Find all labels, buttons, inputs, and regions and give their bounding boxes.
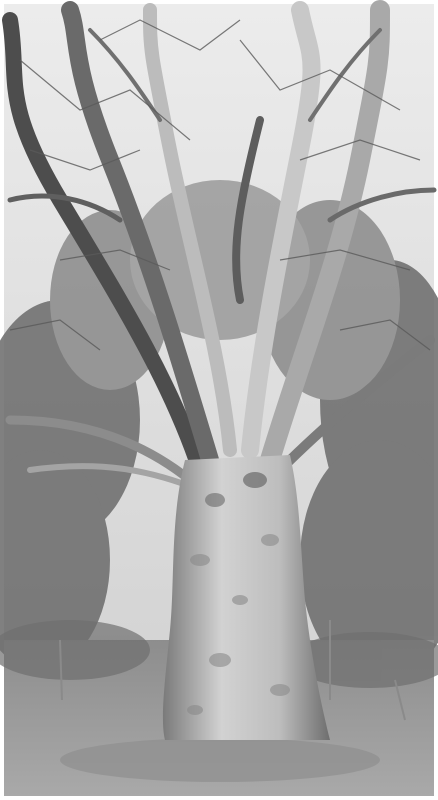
photo-content (0, 4, 438, 796)
